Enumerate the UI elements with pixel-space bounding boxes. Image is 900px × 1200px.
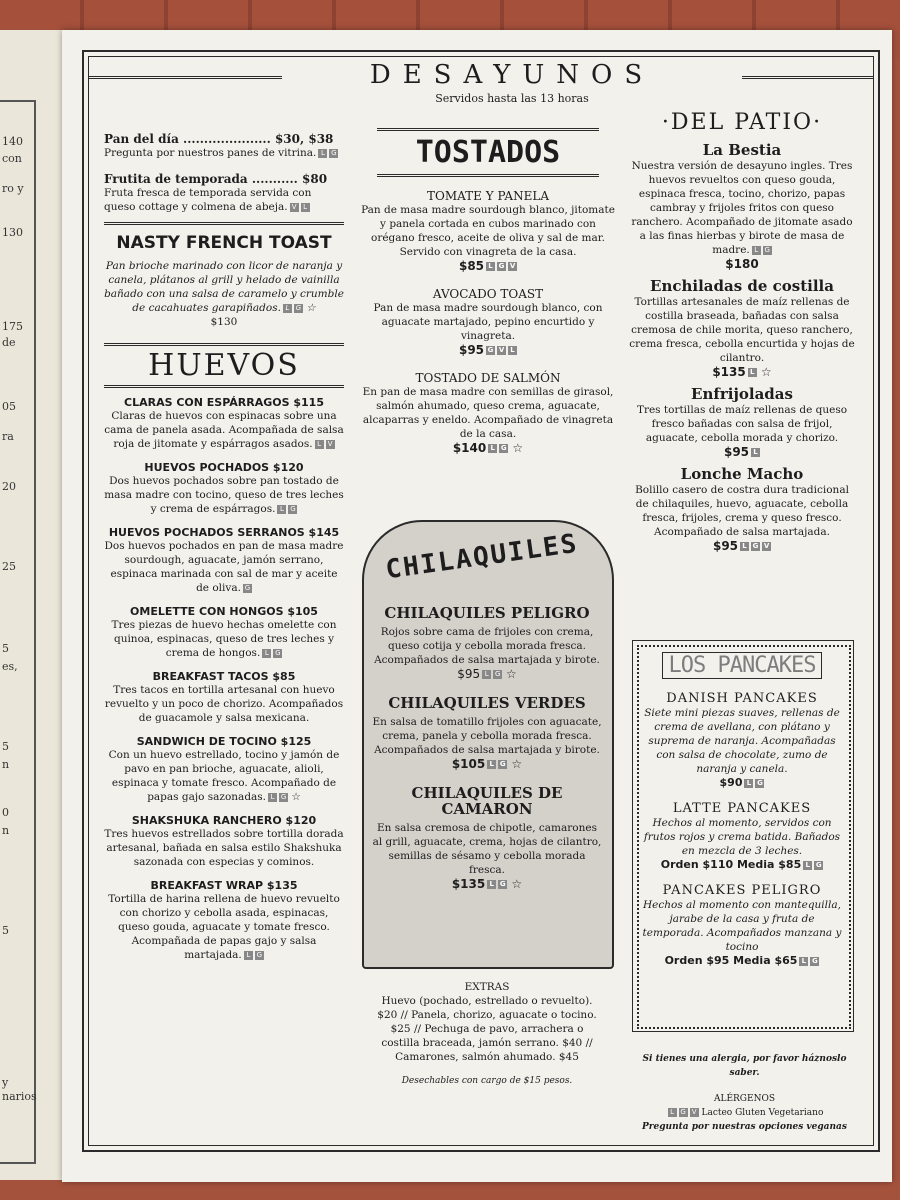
left-fragment: narios [2, 1090, 37, 1103]
item-desc: Tres huevos estrellados sobre tortilla dorada artesanal, bañada en salsa estilo Shakshuka sazonada con especias y cominos. [104, 828, 344, 868]
item-price: $130 [210, 316, 238, 328]
vegetariano-icon: V [326, 440, 335, 449]
lacteo-icon: L [487, 880, 496, 889]
left-fragment: ro y [2, 182, 24, 195]
item-name: DANISH PANCAKES [666, 691, 818, 706]
item-desc: En salsa cremosa de chipotle, camarones al grill, aguacate, crema, hojas de cilantro, semillas de sésamo y cebolla morada fresca. [372, 822, 602, 876]
lacteo-icon: L [744, 779, 753, 788]
extras-desc: Huevo (pochado, estrellado o revuelto). $20 // Panela, chorizo, aguacate o tocino. $25 // Pechuga de pavo, arrachera o costilla braceada, jamón serrano. $40 // Camarones, salmón ahumado. $45 [377, 995, 597, 1063]
item-price: $95 L G ☆ [457, 667, 517, 681]
gluten-icon: G [757, 778, 763, 787]
gluten-icon: G [812, 956, 818, 965]
vegetariano-icon: V [509, 262, 516, 270]
lacteo-icon: L [668, 1108, 677, 1117]
gluten-icon: G [498, 262, 505, 270]
item-desc: Bolillo casero de costra dura tradicional de chilaquiles, huevo, aguacate, cebolla fresca, frijoles, crema y queso fresco. Acompañado de salsa martajada. [635, 484, 849, 538]
item-desc: Pan de masa madre sourdough blanco, jitomate y panela cortada en cubos marinado con orégano fresco, aceite de oliva y sal de mar. Servido con vinagreta de la casa. [361, 204, 615, 258]
left-fragment: 05 [2, 400, 16, 413]
item-name: HUEVOS POCHADOS SERRANOS $145 [108, 526, 340, 539]
item-price: Orden $110 Media $85 L G [660, 858, 822, 871]
item-desc: Tortillas artesanales de maíz rellenas de costilla braseada, bañadas con salsa cremosa de chile morita, queso ranchero, crema fresca, cebolla encurtida y hojas de cilantro. [629, 296, 855, 364]
item-price: $140 L G ☆ [452, 441, 524, 455]
lacteo-icon: L [277, 505, 286, 514]
gluten-icon: G [290, 504, 296, 513]
left-fragment: 0 [2, 806, 9, 819]
section-rule [104, 222, 344, 225]
item-desc: Pregunta por nuestros panes de vitrina. L G [104, 147, 337, 159]
left-fragment: ra [2, 430, 14, 443]
item-name: Enfrijoladas [691, 385, 793, 403]
desechables-note: Desechables con cargo de $15 pesos. [401, 1076, 573, 1086]
gluten-icon: G [764, 245, 770, 254]
left-fragment: es, [2, 660, 18, 673]
lacteo-icon: L [508, 346, 517, 355]
allergen-notes [632, 1052, 857, 1134]
left-fragment: 140 [2, 135, 23, 148]
lacteo-icon: L [748, 368, 757, 377]
lacteo-icon: L [244, 951, 253, 960]
lacteo-icon: L [482, 670, 491, 679]
item-name: BREAKFAST WRAP $135 [150, 879, 298, 892]
menu-page [62, 30, 892, 1182]
item-name: SHAKSHUKA RANCHERO $120 [131, 814, 317, 827]
left-fragment: 175 [2, 320, 23, 333]
column-left [104, 132, 344, 962]
item-price: $95 L [627, 445, 857, 459]
item-price: $180 [725, 257, 759, 271]
item-name: SANDWICH DE TOCINO $125 [136, 735, 312, 748]
left-fragment: n [2, 758, 10, 771]
vegetariano-icon: V [763, 542, 770, 550]
item-name: CLARAS CON ESPÁRRAGOS $115 [124, 396, 324, 409]
item-price: $85 L G V [458, 259, 516, 273]
section-rule [104, 343, 344, 346]
gluten-icon: G [280, 792, 287, 801]
item-desc: Tres tortillas de maíz rellenas de queso fresco bañadas con salsa de frijol, aguacate, cebolla morada y chorizo. [636, 404, 848, 444]
left-fragment: 5 [2, 740, 9, 753]
chilaquiles-list [372, 605, 602, 891]
item-price: $95 G V L [357, 343, 619, 357]
item-desc: Rojos sobre cama de frijoles con crema, queso cotija y cebolla morada fresca. Acompañados de salsa martajada y birote. [374, 626, 600, 666]
gluten-icon: G [275, 648, 281, 657]
item-name: Lonche Macho [680, 465, 804, 483]
lacteo-icon: L [740, 542, 749, 551]
left-fragment: de [2, 336, 16, 349]
gluten-icon: G [256, 950, 262, 959]
item-desc: Hechos al momento con mantequilla, jarabe de la casa y fruta de temporada. Acompañados manzana y tocino [642, 899, 842, 953]
item-name: Pan del día ..................... $30, $38 [104, 132, 334, 146]
left-fragment: 5 [2, 642, 9, 655]
left-fragment: 130 [2, 226, 23, 239]
item-desc: Hechos al momento, servidos con frutos rojos y crema batida. Bañados en mezcla de 3 leches. [643, 817, 841, 857]
item-desc: Pan brioche marinado con licor de naranja y canela, plátanos al grill y helado de vainilla bañado con una salsa de caramelo y crumble de cacahuates garapiñados. L G ☆ [104, 260, 344, 314]
lacteo-icon: L [301, 203, 310, 212]
item-price: $135 L G ☆ [451, 877, 523, 891]
gluten-icon: G [494, 670, 501, 678]
item-desc: Tres tacos en tortilla artesanal con huevo revuelto y un poco de chorizo. Acompañados de guacamole y salsa mexicana. [104, 684, 344, 724]
lacteo-icon: L [487, 760, 496, 769]
gluten-icon: G [331, 148, 337, 157]
lacteo-icon: L [751, 448, 760, 457]
lacteo-icon: L [268, 793, 277, 802]
item-desc: Tortilla de harina rellena de huevo revuelto con chorizo y cebolla asada, espinacas, queso gouda, aguacate y tomate fresco. Acompañada de papas gajo y salsa martajada. L G [108, 893, 340, 961]
vegan-note: Pregunta por nuestras opciones veganas [642, 1122, 847, 1132]
item-desc: Tres piezas de huevo hechas omelette con quinoa, espinacas, queso de tres leches y crema de hongos. L G [111, 619, 337, 659]
item-desc: Claras de huevos con espinacas sobre una cama de panela asada. Acompañada de salsa roja de jitomate y espárragos asados. L V [104, 410, 344, 450]
gluten-icon: G [499, 760, 506, 768]
column-right [627, 110, 857, 553]
alergenos-legend: L G V Lacteo Gluten Vegetariano [632, 1106, 857, 1120]
vegetariano-icon: V [690, 1108, 699, 1117]
item-desc: Dos huevos pochados sobre pan tostado de masa madre con tocino, queso de tres leches y crema de espárragos. L G [104, 475, 344, 515]
section-title: TOSTADOS [377, 128, 599, 177]
section-title: LOS PANCAKES [662, 652, 823, 679]
item-price: $90 L G [719, 776, 763, 789]
left-fragment: y [2, 1076, 9, 1089]
page-title: DESAYUNOS [282, 60, 742, 90]
vegetariano-icon: V [498, 346, 505, 354]
gluten-icon: G [815, 860, 822, 869]
item-name: TOMATE Y PANELA [427, 189, 549, 203]
item-price: Orden $95 Media $65 L G [664, 954, 818, 967]
lacteo-icon: L [486, 262, 495, 271]
item-price: $105 L G ☆ [451, 757, 523, 771]
section-title: EXTRAS [464, 981, 510, 993]
item-name: HUEVOS POCHADOS $120 [144, 461, 304, 474]
item-desc: Dos huevos pochados en pan de masa madre sourdough, aguacate, jamón serrano, espinaca marinada con sal de mar y aceite de oliva. G [104, 540, 344, 594]
left-fragment: 25 [2, 560, 16, 573]
item-name: CHILAQUILES DE CAMARON [411, 784, 563, 818]
alergenos-title: ALÉRGENOS [713, 1094, 775, 1104]
gluten-icon: G [752, 542, 759, 550]
gluten-icon: G [500, 444, 507, 452]
item-name: LATTE PANCAKES [672, 801, 812, 816]
vegetariano-icon: V [290, 203, 299, 212]
item-desc: Pan de masa madre sourdough blanco, con aguacate martajado, pepino encurtido y vinagreta. [373, 302, 603, 342]
section-title: CHILAQUILES [383, 528, 581, 586]
lacteo-icon: L [488, 444, 497, 453]
pancakes-section [642, 652, 842, 967]
item-price: $95 L G V [712, 539, 770, 553]
column-middle [357, 128, 619, 455]
section-title: HUEVOS [148, 348, 300, 383]
item-desc: Fruta fresca de temporada servida con queso cottage y colmena de abeja. V L [104, 187, 312, 213]
lacteo-icon: L [315, 440, 324, 449]
item-desc: Siete mini piezas suaves, rellenas de crema de avellana, con plátano y suprema de naranja. Acompañadas con salsa de chocolate, zumo de naranja y canela. [644, 707, 840, 775]
item-name: NASTY FRENCH TOAST [116, 233, 332, 253]
item-name: BREAKFAST TACOS $85 [152, 670, 296, 683]
item-desc: En salsa de tomatillo frijoles con aguacate, crema, panela y cebolla morada fresca. Acompañados de salsa martajada y birote. [372, 716, 602, 756]
left-fragment: n [2, 824, 10, 837]
allergy-note: Si tienes una alergia, por favor háznoslo saber. [642, 1054, 847, 1078]
gluten-icon: G [499, 880, 506, 888]
page-subtitle: Servidos hasta las 13 horas [435, 92, 589, 105]
gluten-icon: G [680, 1108, 686, 1116]
item-name: AVOCADO TOAST [432, 287, 544, 301]
gluten-icon: G [244, 583, 251, 592]
item-name: OMELETTE CON HONGOS $105 [130, 605, 318, 618]
section-rule [104, 385, 344, 388]
item-name: Frutita de temporada ........... $80 [104, 172, 328, 186]
item-price: $135 L ☆ [712, 365, 772, 379]
extras-section [377, 980, 597, 1088]
section-title: ·DEL PATIO· [661, 110, 823, 135]
lacteo-icon: L [799, 957, 808, 966]
left-fragment: 20 [2, 480, 16, 493]
left-fragment: con [2, 152, 22, 165]
item-name: TOSTADO DE SALMÓN [415, 371, 561, 385]
gluten-icon: G [487, 346, 494, 354]
lacteo-icon: L [752, 246, 761, 255]
item-name: CHILAQUILES PELIGRO [384, 604, 590, 622]
item-name: La Bestia [702, 141, 782, 159]
left-page-frame [0, 100, 36, 1164]
item-name: CHILAQUILES VERDES [388, 694, 586, 712]
item-desc: Con un huevo estrellado, tocino y jamón de pavo en pan brioche, aguacate, alioli, espinaca y tomate fresco. Acompañado de papas gajo sazonadas. L G ☆ [108, 749, 340, 803]
item-name: Enchiladas de costilla [650, 277, 834, 295]
item-desc: En pan de masa madre con semillas de girasol, salmón ahumado, queso crema, aguacate, alcaparras y eneldo. Acompañado de vinagreta de la casa. [362, 386, 614, 440]
item-name: PANCAKES PELIGRO [662, 883, 822, 898]
lacteo-icon: L [803, 861, 812, 870]
left-fragment: 5 [2, 924, 9, 937]
lacteo-icon: L [283, 304, 292, 313]
lacteo-icon: L [262, 649, 271, 658]
item-desc: Nuestra versión de desayuno ingles. Tres huevos revueltos con queso gouda, espinaca fresca, tocino, chorizo, papas cambray y frijoles fritos con queso ranchero. Acompañado de jitomate asado a las finas hierbas y birote de masa de madre. L G [631, 160, 853, 256]
gluten-icon: G [295, 303, 302, 312]
lacteo-icon: L [318, 149, 327, 158]
